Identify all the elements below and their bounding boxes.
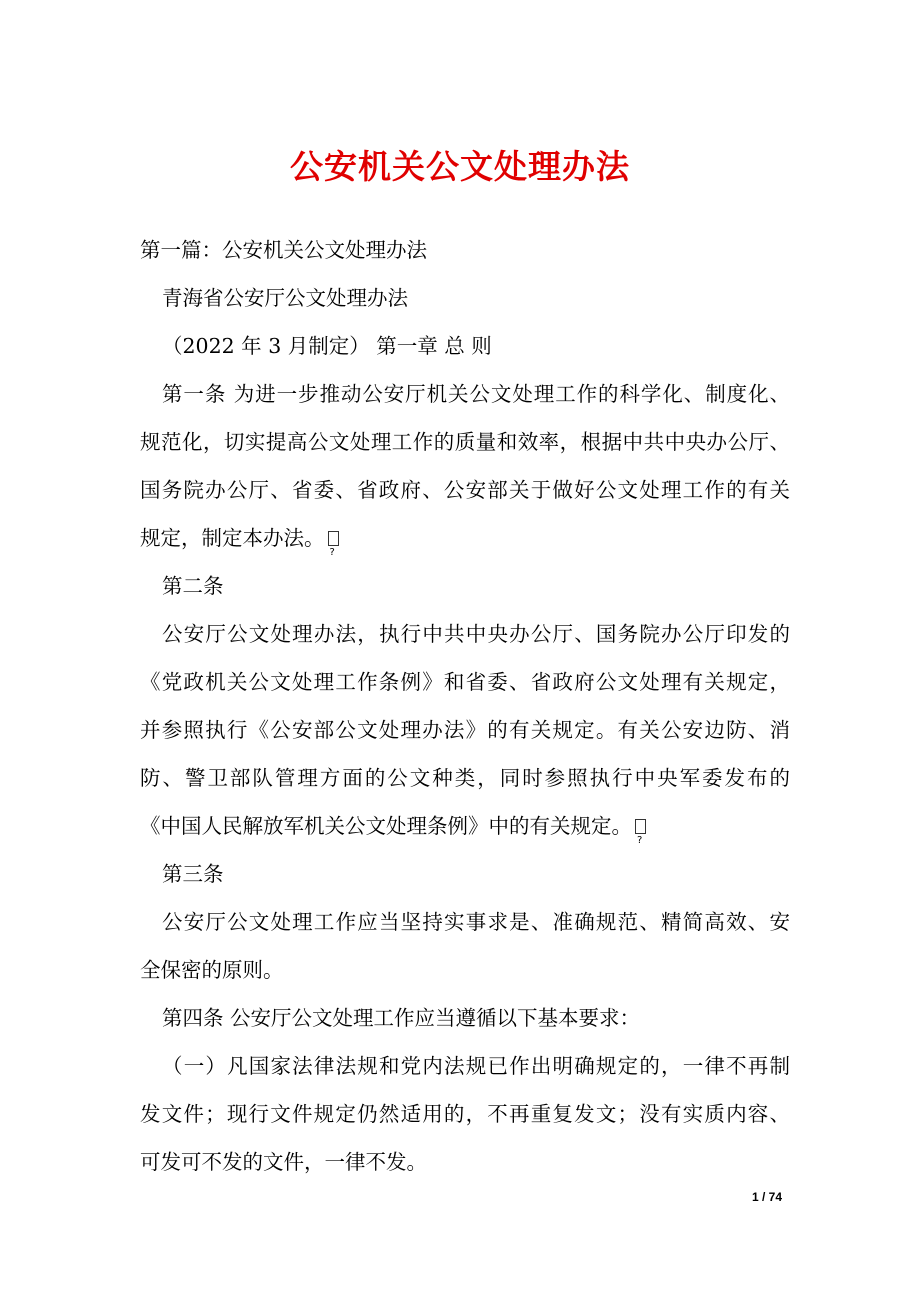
- page-number: 1 / 74: [751, 1190, 782, 1204]
- document-body: [140, 226, 790, 1186]
- body-line: 可发可不发的文件，一律不发。: [140, 1150, 427, 1174]
- body-line: 第四条 公安厅公文处理工作应当遵循以下基本要求：: [162, 1006, 641, 1030]
- body-line: 第一篇：公安机关公文处理办法: [140, 238, 427, 262]
- body-line: 《党政机关公文处理工作条例》和省委、省政府公文处理有关规定，: [140, 670, 790, 694]
- body-line: 防、警卫部队管理方面的公文种类，同时参照执行中央军委发布的: [140, 766, 790, 790]
- body-line: 全保密的原则。: [140, 958, 284, 982]
- body-line: 第二条: [162, 574, 224, 598]
- body-line: 《中国人民解放军机关公文处理条例》中的有关规定。: [140, 814, 632, 838]
- missing-glyph-icon: [328, 531, 339, 546]
- body-line: 公安厅公文处理工作应当坚持实事求是、准确规范、精简高效、安: [162, 910, 790, 934]
- document-title: 公安机关公文处理办法: [290, 147, 630, 186]
- body-line: 规定，制定本办法。: [140, 526, 325, 550]
- body-line: 第一条 为进一步推动公安厅机关公文处理工作的科学化、制度化、: [162, 382, 790, 406]
- missing-glyph-icon: [635, 819, 646, 834]
- body-line: 第三条: [162, 862, 224, 886]
- body-line: 国务院办公厅、省委、省政府、公安部关于做好公文处理工作的有关: [140, 478, 790, 502]
- body-line: （一）凡国家法律法规和党内法规已作出明确规定的，一律不再制: [162, 1054, 790, 1078]
- body-line: 规范化，切实提高公文处理工作的质量和效率，根据中共中央办公厅、: [140, 430, 790, 454]
- body-line: 并参照执行《公安部公文处理办法》的有关规定。有关公安边防、消: [140, 718, 790, 742]
- body-line: 青海省公安厅公文处理办法: [162, 286, 408, 310]
- body-line-wrapper: [140, 802, 790, 850]
- body-line: 发文件；现行文件规定仍然适用的，不再重复发文；没有实质内容、: [140, 1102, 790, 1126]
- body-line: 公安厅公文处理办法，执行中共中央办公厅、国务院办公厅印发的: [162, 622, 790, 646]
- body-line: （2022 年 3 月制定） 第一章 总 则: [162, 334, 492, 358]
- body-line-wrapper: [140, 514, 790, 562]
